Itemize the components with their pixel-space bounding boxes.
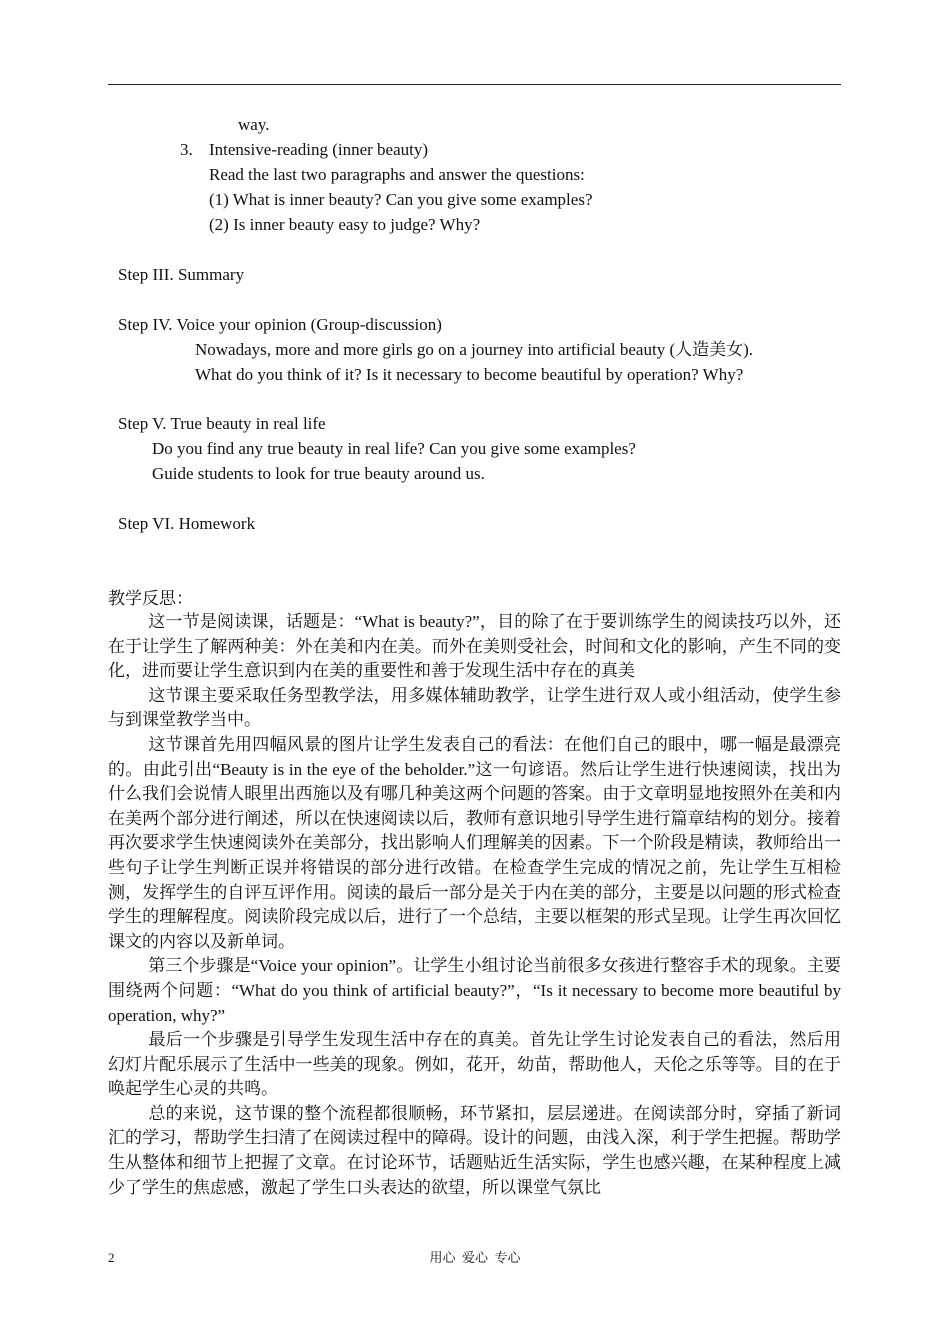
footer-motto: 用心 爱心 专心	[429, 1250, 521, 1265]
item3-instruction: Read the last two paragraphs and answer the questions:	[209, 165, 585, 184]
reflection-paragraph-4: 第三个步骤是“Voice your opinion”。让学生小组讨论当前很多女孩进行整容手术的现象。主要围绕两个问题：“What do you think of artificial beauty?”，“Is it necessary to become more beautiful by operation, why?”	[108, 956, 841, 1025]
question-2: (2) Is inner beauty easy to judge? Why?	[209, 215, 481, 234]
reflection-paragraph-2: 这节课主要采取任务型教学法，用多媒体辅助教学，让学生进行双人或小组活动，使学生参与到课堂教学当中。	[108, 685, 841, 730]
step6-heading: Step VI. Homework	[118, 514, 256, 533]
reflection-paragraph-5: 最后一个步骤是引导学生发现生活中存在的真美。首先让学生讨论发表自己的看法，然后用幻灯片配乐展示了生活中一些美的现象。例如，花开，幼苗，帮助他人，天伦之乐等等。目的在于唤起学生心灵的共鸣。	[108, 1030, 841, 1099]
step4-line2: What do you think of it? Is it necessary to become beautiful by operation? Why?	[195, 365, 744, 384]
page-number: 2	[108, 1250, 115, 1265]
question-1: (1) What is inner beauty? Can you give some examples?	[209, 190, 593, 209]
step4-line1: Nowadays, more and more girls go on a journey into artificial beauty (人造美女).	[195, 340, 754, 359]
reflection-paragraph-3: 这节课首先用四幅风景的图片让学生发表自己的看法：在他们自己的眼中，哪一幅是最漂亮的。由此引出“Beauty is in the eye of the beholder.”这一句谚语。然后让学生进行快速阅读，找出为什么我们会说情人眼里出西施以及有哪几种美这两个问题的答案。由于文章明显地按照外在美和内在美两个部分进行阐述，所以在快速阅读以后，教师有意识地引导学生进行篇章结构的划分。接着再次要求学生快速阅读外在美部分，找出影响人们理解美的因素。下一个阶段是精读，教师给出一些句子让学生判断正误并将错误的部分进行改错。在检查学生完成的情况之前，先让学生互相检测，发挥学生的自评互评作用。阅读的最后一部分是关于内在美的部分，主要是以问题的形式检查学生的理解程度。阅读阶段完成以后，进行了一个总结，主要以框架的形式呈现。让学生再次回忆课文的内容以及新单词。	[108, 734, 841, 951]
step5-line2: Guide students to look for true beauty around us.	[152, 464, 485, 483]
reflection-title: 教学反思：	[108, 589, 193, 608]
step4-heading: Step IV. Voice your opinion (Group-discussion)	[118, 315, 442, 334]
step5-heading: Step V. True beauty in real life	[118, 414, 326, 433]
reflection-body	[108, 610, 841, 1200]
reflection-paragraph-1: 这一节是阅读课，话题是：“What is beauty?”，目的除了在于要训练学生的阅读技巧以外，还在于让学生了解两种美：外在美和内在美。而外在美则受社会，时间和文化的影响，产生不同的变化，进而要让学生意识到内在美的重要性和善于发现生活中存在的真美	[108, 612, 841, 681]
step5-line1: Do you find any true beauty in real life? Can you give some examples?	[152, 439, 636, 458]
reflection-paragraph-6: 总的来说，这节课的整个流程都很顺畅，环节紧扣，层层递进。在阅读部分时，穿插了新词汇的学习，帮助学生扫清了在阅读过程中的障碍。设计的问题，由浅入深，利于学生把握。帮助学生从整体和细节上把握了文章。在讨论环节，话题贴近生活实际，学生也感兴趣，在某种程度上减少了学生的焦虑感，激起了学生口头表达的欲望，所以课堂气氛比	[108, 1103, 841, 1197]
item3-number: 3.	[180, 140, 193, 159]
step3-heading: Step III. Summary	[118, 265, 245, 284]
item3-title: Intensive-reading (inner beauty)	[209, 140, 429, 159]
header-rule	[108, 84, 841, 85]
continuation-text: way.	[238, 115, 270, 134]
